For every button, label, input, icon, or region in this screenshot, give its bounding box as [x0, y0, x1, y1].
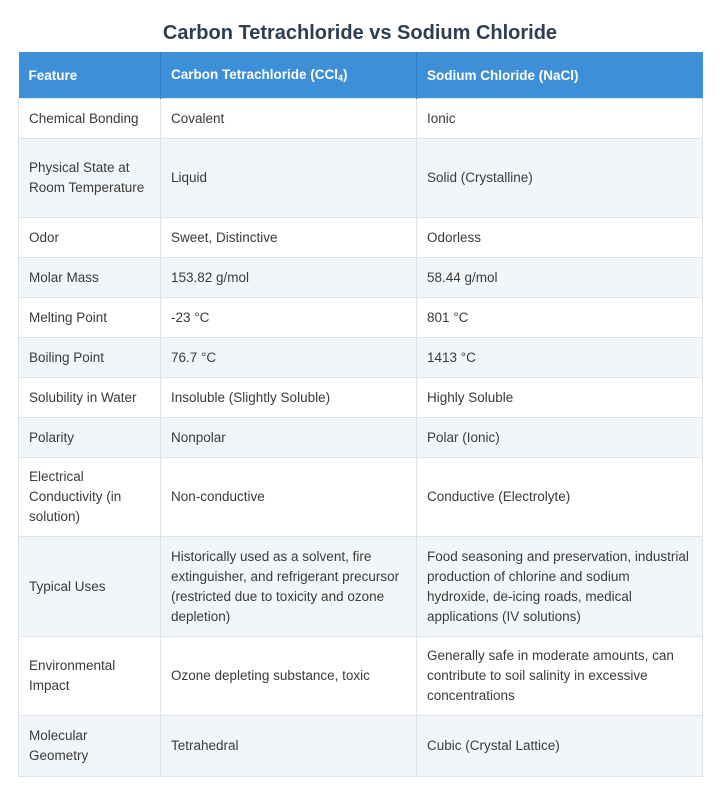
- table-row: [19, 458, 703, 537]
- cell-nacl: 58.44 g/mol: [417, 258, 703, 298]
- table-row: [19, 716, 703, 777]
- cell-nacl: Ionic: [417, 99, 703, 139]
- cell-feature: Typical Uses: [19, 537, 161, 637]
- cell-nacl: Cubic (Crystal Lattice): [417, 716, 703, 777]
- cell-nacl: Conductive (Electrolyte): [417, 458, 703, 537]
- cell-nacl: Generally safe in moderate amounts, can contribute to soil salinity in excessive concentrations: [417, 637, 703, 716]
- cell-ccl4: Nonpolar: [161, 418, 417, 458]
- table-row: [19, 218, 703, 258]
- cell-nacl: Food seasoning and preservation, industrial production of chlorine and sodium hydroxide, de-icing roads, medical applications (IV solutions): [417, 537, 703, 637]
- cell-ccl4: -23 °C: [161, 298, 417, 338]
- cell-ccl4: Ozone depleting substance, toxic: [161, 637, 417, 716]
- table-header-row: [19, 52, 703, 99]
- cell-ccl4: Non-conductive: [161, 458, 417, 537]
- cell-feature: Chemical Bonding: [19, 99, 161, 139]
- table-row: [19, 298, 703, 338]
- cell-nacl: Solid (Crystalline): [417, 139, 703, 218]
- cell-feature: Environmental Impact: [19, 637, 161, 716]
- cell-ccl4: Sweet, Distinctive: [161, 218, 417, 258]
- table-row: [19, 99, 703, 139]
- cell-feature: Electrical Conductivity (in solution): [19, 458, 161, 537]
- cell-nacl: Highly Soluble: [417, 378, 703, 418]
- header-ccl4: [161, 52, 417, 99]
- cell-ccl4: Covalent: [161, 99, 417, 139]
- cell-nacl: 1413 °C: [417, 338, 703, 378]
- cell-feature: Boiling Point: [19, 338, 161, 378]
- cell-ccl4: Liquid: [161, 139, 417, 218]
- cell-feature: Molar Mass: [19, 258, 161, 298]
- table-row: [19, 139, 703, 218]
- cell-feature: Melting Point: [19, 298, 161, 338]
- cell-ccl4: 153.82 g/mol: [161, 258, 417, 298]
- header-ccl4-prefix: Carbon Tetrachloride (CCl: [171, 67, 339, 82]
- header-feature: Feature: [19, 52, 161, 99]
- table-row: [19, 537, 703, 637]
- header-ccl4-suffix: ): [343, 67, 348, 82]
- table-row: [19, 338, 703, 378]
- cell-feature: Molecular Geometry: [19, 716, 161, 777]
- table-row: [19, 258, 703, 298]
- cell-nacl: Odorless: [417, 218, 703, 258]
- comparison-table: [18, 52, 703, 777]
- cell-ccl4: Insoluble (Slightly Soluble): [161, 378, 417, 418]
- header-ccl4-subscript: 4: [338, 73, 344, 83]
- table-row: [19, 637, 703, 716]
- table-row: [19, 378, 703, 418]
- table-row: [19, 418, 703, 458]
- cell-feature: Odor: [19, 218, 161, 258]
- cell-feature: Physical State at Room Temperature: [19, 139, 161, 218]
- cell-feature: Solubility in Water: [19, 378, 161, 418]
- cell-ccl4: Tetrahedral: [161, 716, 417, 777]
- cell-nacl: Polar (Ionic): [417, 418, 703, 458]
- header-nacl: Sodium Chloride (NaCl): [417, 52, 703, 99]
- cell-ccl4: 76.7 °C: [161, 338, 417, 378]
- page-title: Carbon Tetrachloride vs Sodium Chloride: [162, 22, 558, 44]
- cell-ccl4: Historically used as a solvent, fire extinguisher, and refrigerant precursor (restricted due to toxicity and ozone depletion): [161, 537, 417, 637]
- cell-feature: Polarity: [19, 418, 161, 458]
- cell-nacl: 801 °C: [417, 298, 703, 338]
